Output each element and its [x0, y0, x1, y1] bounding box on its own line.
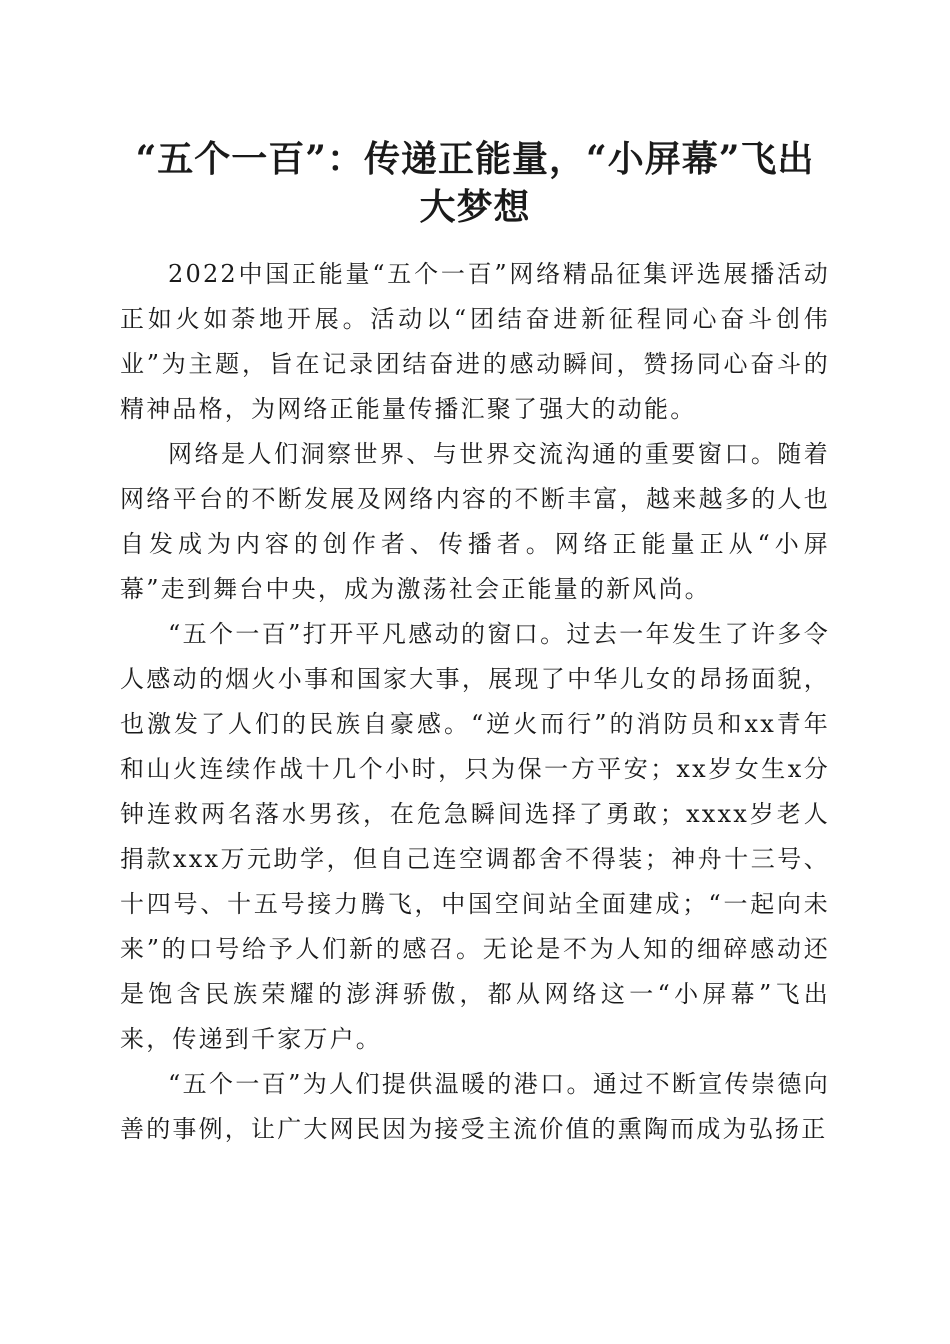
document-title: [110, 135, 840, 231]
title-line-1: “五个一百”：传递正能量，“小屏幕”飞出: [135, 138, 815, 180]
paragraph-1: 2022中国正能量“五个一百”网络精品征集评选展播活动正如火如荼地开展。活动以“团结奋进新征程同心奋斗创伟业”为主题，旨在记录团结奋进的感动瞬间，赞扬同心奋斗的精神品格，为网络正能量传播汇聚了强大的动能。: [120, 260, 830, 423]
paragraph-2: 网络是人们洞察世界、与世界交流沟通的重要窗口。随着网络平台的不断发展及网络内容的不断丰富，越来越多的人也自发成为内容的创作者、传播者。网络正能量正从“小屏幕”走到舞台中央，成为激荡社会正能量的新风尚。: [120, 440, 830, 603]
paragraph-4: “五个一百”为人们提供温暖的港口。通过不断宣传崇德向善的事例，让广大网民因为接受主流价值的熏陶而成为弘扬正: [120, 1070, 830, 1143]
paragraph-3: “五个一百”打开平凡感动的窗口。过去一年发生了许多令人感动的烟火小事和国家大事，展现了中华儿女的昂扬面貌，也激发了人们的民族自豪感。“逆火而行”的消防员和xx青年和山火连续作战十几个小时，只为保一方平安；xx岁女生x分钟连救两名落水男孩，在危急瞬间选择了勇敢；xxxx岁老人捐款xxx万元助学，但自己连空调都舍不得装；神舟十三号、十四号、十五号接力腾飞，中国空间站全面建成；“一起向未来”的口号给予人们新的感召。无论是不为人知的细碎感动还是饱含民族荣耀的澎湃骄傲，都从网络这一“小屏幕”飞出来，传递到千家万户。: [120, 620, 830, 1053]
title-line-2: 大梦想: [419, 186, 531, 228]
document-body: [120, 252, 830, 1152]
